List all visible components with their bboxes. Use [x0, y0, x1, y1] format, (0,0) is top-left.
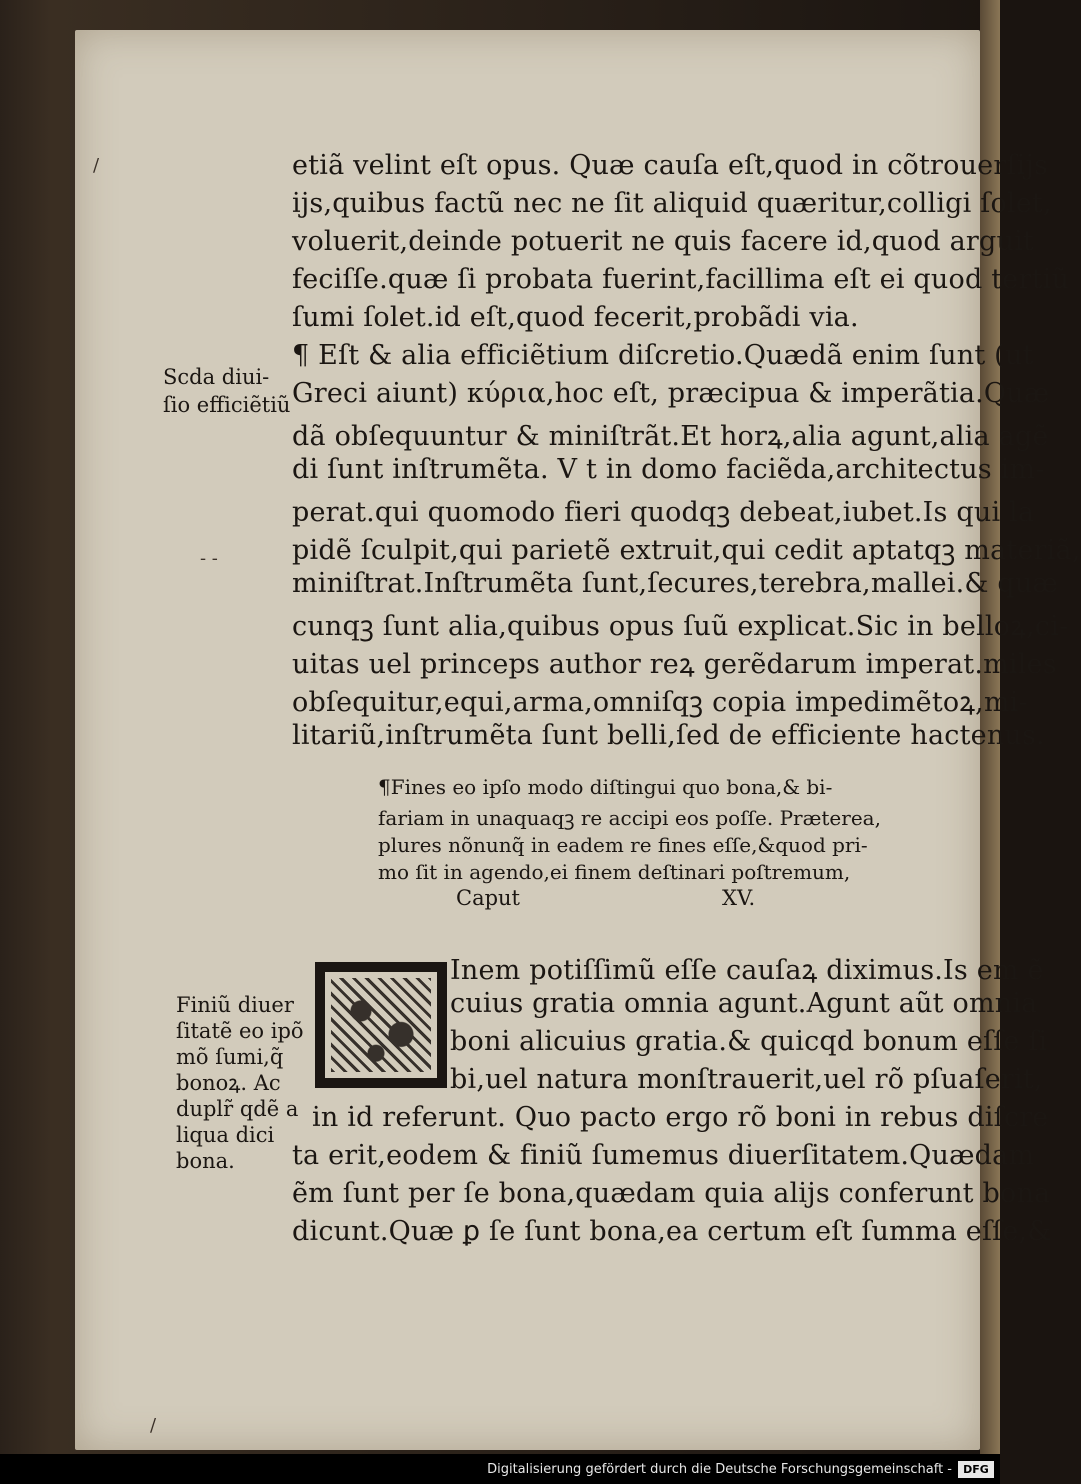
text-line: ta erit,eodem & finiũ ſumemus diuerſitatem.Quædam	[292, 1140, 1035, 1171]
text-line: ſumi ſolet.id eſt,quod fecerit,probãdi via.	[292, 302, 859, 333]
text-line: Inem potiſſimũ eſſe cauſaꝝ diximus.Is em ẽ	[450, 955, 1044, 986]
summary-line: ¶Fines eo ipſo modo diſtingui quo bona,& bi-	[378, 775, 833, 799]
text-line: ¶ Eſt & alia efficiẽtium diſcretio.Quædã enim ſunt (ut	[292, 340, 1034, 371]
margin-note-line: bona.	[176, 1149, 235, 1173]
text-line: ẽm ſunt per ſe bona,quædam quia alijs conferunt bona	[292, 1178, 1051, 1209]
footer-bar	[0, 1454, 1000, 1484]
summary-line: plures nõnunq̃ in eadem re fines eſſe,&quod pri-	[378, 833, 868, 857]
margin-note-line: ſitatẽ eo ipõ	[176, 1019, 304, 1043]
margin-note-line: bonoꝝ. Ac	[176, 1071, 281, 1095]
text-line: cunqꝫ ſunt alia,quibus opus ſuũ explicat.Sic in belloꝝ,ci-	[292, 611, 1069, 642]
text-line: uitas uel princeps author reꝝ gerẽdarum imperat.miles	[292, 649, 1057, 680]
decorated-initial-f	[315, 962, 447, 1088]
text-line: etiã velint eſt opus. Quæ cauſa eſt,quod in cõtrouerſijs	[292, 150, 1049, 181]
text-line: ijs,quibus factũ nec ne ſit aliquid quæritur,colligi ſolet,	[292, 188, 1052, 219]
text-line: perat.qui quomodo fieri quodqꝫ debeat,iubet.Is qui la	[292, 497, 1035, 528]
chapter-label: Caput	[456, 886, 520, 910]
margin-mark: /	[93, 155, 100, 176]
text-line: in id referunt. Quo pacto ergo rõ boni in rebus diſcre	[312, 1102, 1049, 1133]
margin-mark: /	[150, 1415, 157, 1436]
chapter-number: XV.	[722, 886, 756, 910]
text-line: di ſunt inſtrumẽta. V t in domo faciẽda,architectus im-	[292, 454, 1045, 485]
text-line: cuius gratia omnia agunt.Agunt aũt omnia	[450, 988, 1038, 1019]
text-line: boni alicuius gratia.& quicqd bonum eſſe ſi	[450, 1026, 1048, 1057]
text-line: Greci aiunt) κύρια,hoc eſt, præcipua & imperãtia.Quæ	[292, 378, 1050, 409]
text-line: miniſtrat.Inſtrumẽta ſunt,ſecures,terebra,mallei.& quæ	[292, 568, 1059, 599]
margin-note-line: Finiũ diuer	[176, 993, 294, 1017]
text-line: feciſſe.quæ ſi probata fuerint,facillima eſt ei quod tertiũ	[292, 264, 1070, 295]
text-line: bi,uel natura monſtrauerit,uel rõ pſuaſerit,	[450, 1064, 1043, 1095]
text-line: voluerit,deinde potuerit ne quis facere id,quod arguit	[292, 226, 1034, 257]
margin-mark: - -	[200, 548, 218, 569]
text-line: dicunt.Quæ ꝑ ſe ſunt bona,ea certum eſt ſumma eſſe,&	[292, 1216, 1052, 1247]
margin-note-line: Scda diui-	[163, 365, 270, 389]
text-line: obſequitur,equi,arma,omniſqꝫ copia impedimẽtoꝝ,mi-	[292, 687, 1028, 718]
summary-line: mo ſit in agendo,ei finem deſtinari poſtremum,	[378, 860, 851, 884]
footer-credit: Digitalisierung gefördert durch die Deutsche Forschungsgemeinschaft -	[487, 1462, 952, 1477]
summary-line: fariam in unaquaqꝫ re accipi eos poſſe. Præterea,	[378, 806, 881, 830]
dfg-logo[interactable]: DFG	[958, 1461, 994, 1478]
initial-ornament	[331, 978, 431, 1072]
text-line: litariũ,inſtrumẽta ſunt belli,ſed de efficiente hactenus.	[292, 720, 1045, 751]
margin-note-line: mõ ſumi,q̃	[176, 1045, 284, 1069]
text-line: dã obſequuntur & miniſtrãt.Et horꝝ,alia agunt,alia agẽ	[292, 421, 1049, 452]
margin-note-line: liqua dici	[176, 1123, 275, 1147]
margin-note-line: duplr̃ qdẽ a	[176, 1097, 299, 1121]
margin-note-line: ſio efficiẽtiũ	[163, 393, 291, 417]
text-line: pidẽ ſculpit,qui parietẽ extruit,qui cedit aptatqꝫ materiã,	[292, 535, 1081, 566]
